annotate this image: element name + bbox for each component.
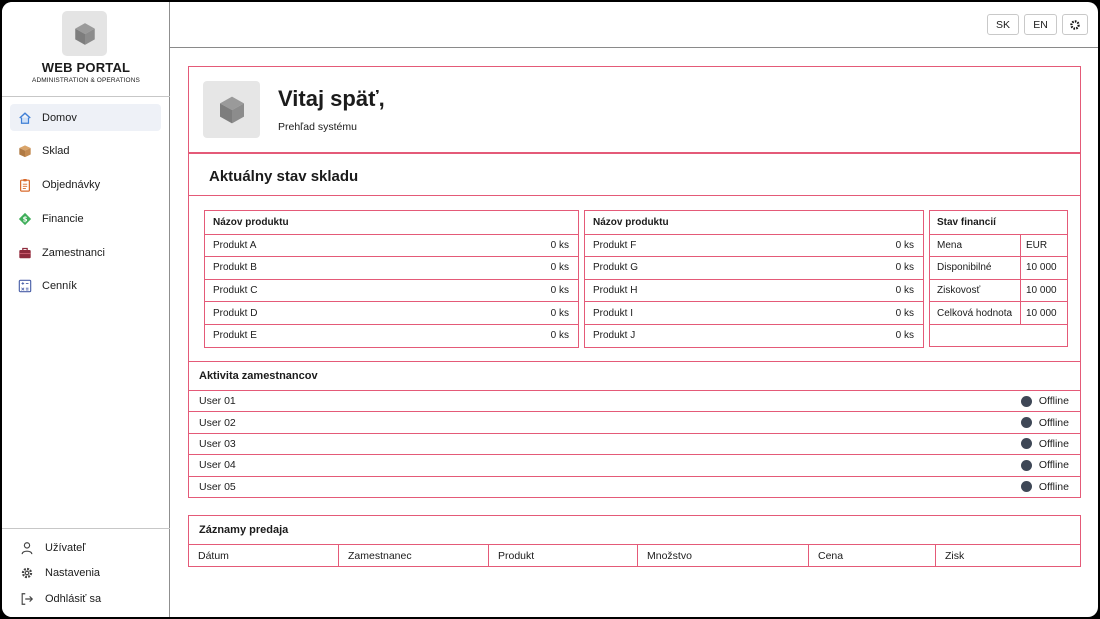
- table-row: [585, 256, 923, 279]
- status-text: Offline: [1038, 437, 1069, 450]
- table-row: [205, 256, 578, 279]
- sidebar-item-objednavky[interactable]: [10, 172, 161, 199]
- briefcase-icon: [18, 246, 32, 260]
- table-empty-row: [930, 324, 1067, 346]
- stock-title: Aktuálny stav skladu: [209, 168, 359, 185]
- sidebar: [2, 2, 170, 617]
- user-name: User 03: [199, 437, 236, 450]
- table-row: [205, 234, 578, 257]
- product-qty: 0 ks: [550, 285, 569, 297]
- product-qty: 0 ks: [895, 307, 914, 319]
- product-qty: 0 ks: [550, 239, 569, 251]
- table-row: [585, 324, 923, 347]
- column-header-zamestnanec[interactable]: Zamestnanec: [339, 545, 489, 566]
- list-item: [189, 476, 1080, 497]
- svg-text:$: $: [22, 215, 28, 224]
- user-name: User 01: [199, 395, 236, 408]
- product-qty: 0 ks: [550, 262, 569, 274]
- finance-value: 10 000: [1026, 307, 1057, 319]
- sales-title: Záznamy predaja: [199, 524, 289, 536]
- app-window: [2, 2, 1098, 617]
- product-name: Produkt J: [593, 330, 636, 342]
- sales-records: [188, 515, 1081, 567]
- sidebar-bottom-divider: [2, 528, 170, 529]
- finance-key: Mena: [930, 235, 1021, 257]
- table-header: [205, 211, 578, 234]
- status-badge: [1021, 395, 1069, 407]
- product-name: Produkt F: [593, 239, 637, 251]
- sidebar-item-label: Zamestnanci: [42, 246, 105, 259]
- status-text: Offline: [1038, 459, 1069, 472]
- column-header-cena[interactable]: Cena: [809, 545, 936, 566]
- sidebar-item-label: Nastavenia: [45, 567, 101, 580]
- product-qty: 0 ks: [895, 285, 914, 297]
- status-dot: [1021, 460, 1032, 471]
- table-row: [930, 256, 1067, 279]
- column-header-mnozstvo[interactable]: Množstvo: [638, 545, 809, 566]
- table-row: [205, 279, 578, 302]
- finance-value: 10 000: [1026, 262, 1057, 274]
- table-row: [205, 301, 578, 324]
- column-header-produkt[interactable]: Produkt: [489, 545, 638, 566]
- sidebar-divider: [2, 96, 170, 97]
- product-name: Produkt G: [593, 262, 639, 274]
- sidebar-item-uzivatel[interactable]: [20, 535, 101, 561]
- status-badge: [1021, 481, 1069, 493]
- product-qty: 0 ks: [550, 307, 569, 319]
- sidebar-item-label: Sklad: [42, 145, 70, 158]
- status-dot: [1021, 396, 1032, 407]
- product-table-1: [204, 210, 579, 348]
- brand-title: WEB PORTAL: [41, 60, 131, 75]
- gear-icon: [1069, 19, 1081, 31]
- finance-key: Disponibilné: [930, 257, 1021, 279]
- product-qty: 0 ks: [895, 262, 914, 274]
- status-dot: [1021, 417, 1032, 428]
- clipboard-icon: [18, 178, 32, 192]
- list-item: [189, 433, 1080, 454]
- list-item: [189, 411, 1080, 432]
- table-row: [585, 279, 923, 302]
- language-sk-button[interactable]: SK: [987, 14, 1019, 35]
- stock-section-header: [188, 153, 1081, 196]
- status-text: Offline: [1038, 416, 1069, 429]
- product-name: Produkt E: [213, 330, 257, 342]
- product-name: Produkt B: [213, 262, 257, 274]
- brand-subtitle: ADMINISTRATION & OPERATIONS: [32, 77, 140, 84]
- table-row: [930, 301, 1067, 324]
- sidebar-item-sklad[interactable]: [10, 138, 161, 165]
- table-row: [930, 279, 1067, 302]
- topbar: [170, 2, 1098, 48]
- product-qty: 0 ks: [895, 239, 914, 251]
- product-table-2: [584, 210, 924, 348]
- stock-section: [188, 196, 1081, 361]
- money-icon: [18, 212, 32, 226]
- language-en-button[interactable]: EN: [1024, 14, 1057, 35]
- status-text: Offline: [1038, 480, 1069, 493]
- finance-table: [929, 210, 1068, 347]
- sidebar-item-odhlasit[interactable]: [20, 586, 101, 612]
- cube-icon: [72, 21, 98, 47]
- sidebar-item-cennik[interactable]: [10, 273, 161, 300]
- logout-icon: [20, 592, 34, 606]
- column-header-datum[interactable]: Dátum: [189, 545, 339, 566]
- finance-key: Celková hodnota: [930, 302, 1021, 324]
- box-icon: [18, 144, 32, 158]
- finance-key: Ziskovosť: [930, 280, 1021, 302]
- sidebar-item-label: Objednávky: [42, 179, 101, 192]
- welcome-image: [203, 81, 260, 138]
- finance-value: 10 000: [1026, 285, 1057, 297]
- table-header: Stav financií: [937, 216, 996, 228]
- sidebar-item-domov[interactable]: [10, 104, 161, 131]
- page-title: Vitaj späť,: [278, 86, 385, 111]
- status-dot: [1021, 438, 1032, 449]
- product-qty: 0 ks: [550, 330, 569, 342]
- table-row: [585, 301, 923, 324]
- finance-value: EUR: [1026, 239, 1048, 251]
- product-name: Produkt I: [593, 307, 634, 319]
- gear-icon: [20, 566, 34, 580]
- status-badge: [1021, 438, 1069, 450]
- sidebar-item-zamestnanci[interactable]: [10, 239, 161, 266]
- logo: [62, 11, 107, 56]
- product-name: Produkt C: [213, 285, 258, 297]
- table-header: [585, 211, 923, 234]
- column-header: Názov produktu: [213, 216, 289, 228]
- user-icon: [20, 541, 34, 555]
- cube-icon: [216, 94, 248, 126]
- user-name: User 02: [199, 416, 236, 429]
- calculator-icon: [18, 279, 32, 293]
- status-text: Offline: [1038, 395, 1069, 408]
- list-item: [189, 454, 1080, 475]
- status-badge: [1021, 459, 1069, 471]
- employee-activity: [188, 361, 1081, 498]
- table-row: [205, 324, 578, 347]
- product-name: Produkt A: [213, 239, 257, 251]
- sidebar-item-label: Financie: [42, 212, 84, 225]
- table-row: [585, 234, 923, 257]
- sidebar-item-label: Domov: [42, 111, 77, 124]
- column-header-zisk[interactable]: Zisk: [945, 549, 965, 562]
- page-subtitle: Prehľad systému: [278, 121, 357, 133]
- product-qty: 0 ks: [895, 330, 914, 342]
- table-row: [930, 234, 1067, 257]
- product-name: Produkt H: [593, 285, 638, 297]
- list-item: [189, 390, 1080, 411]
- sidebar-item-nastavenia[interactable]: [20, 561, 101, 587]
- status-dot: [1021, 481, 1032, 492]
- sidebar-item-financie[interactable]: [10, 205, 161, 232]
- home-icon: [18, 111, 32, 125]
- user-name: User 04: [199, 459, 236, 472]
- sidebar-nav: [10, 104, 161, 307]
- column-header: Názov produktu: [593, 216, 669, 228]
- sidebar-item-label: Cenník: [42, 280, 77, 293]
- sidebar-item-label: Odhlásiť sa: [45, 592, 102, 605]
- activity-title: Aktivita zamestnancov: [199, 370, 318, 382]
- sidebar-item-label: Užívateľ: [45, 541, 86, 554]
- user-name: User 05: [199, 480, 236, 493]
- product-name: Produkt D: [213, 307, 258, 319]
- sales-table-header: [189, 544, 1080, 566]
- sidebar-bottom-nav: [20, 535, 101, 612]
- status-badge: [1021, 417, 1069, 429]
- settings-button[interactable]: [1062, 14, 1088, 35]
- welcome-card: [188, 66, 1081, 153]
